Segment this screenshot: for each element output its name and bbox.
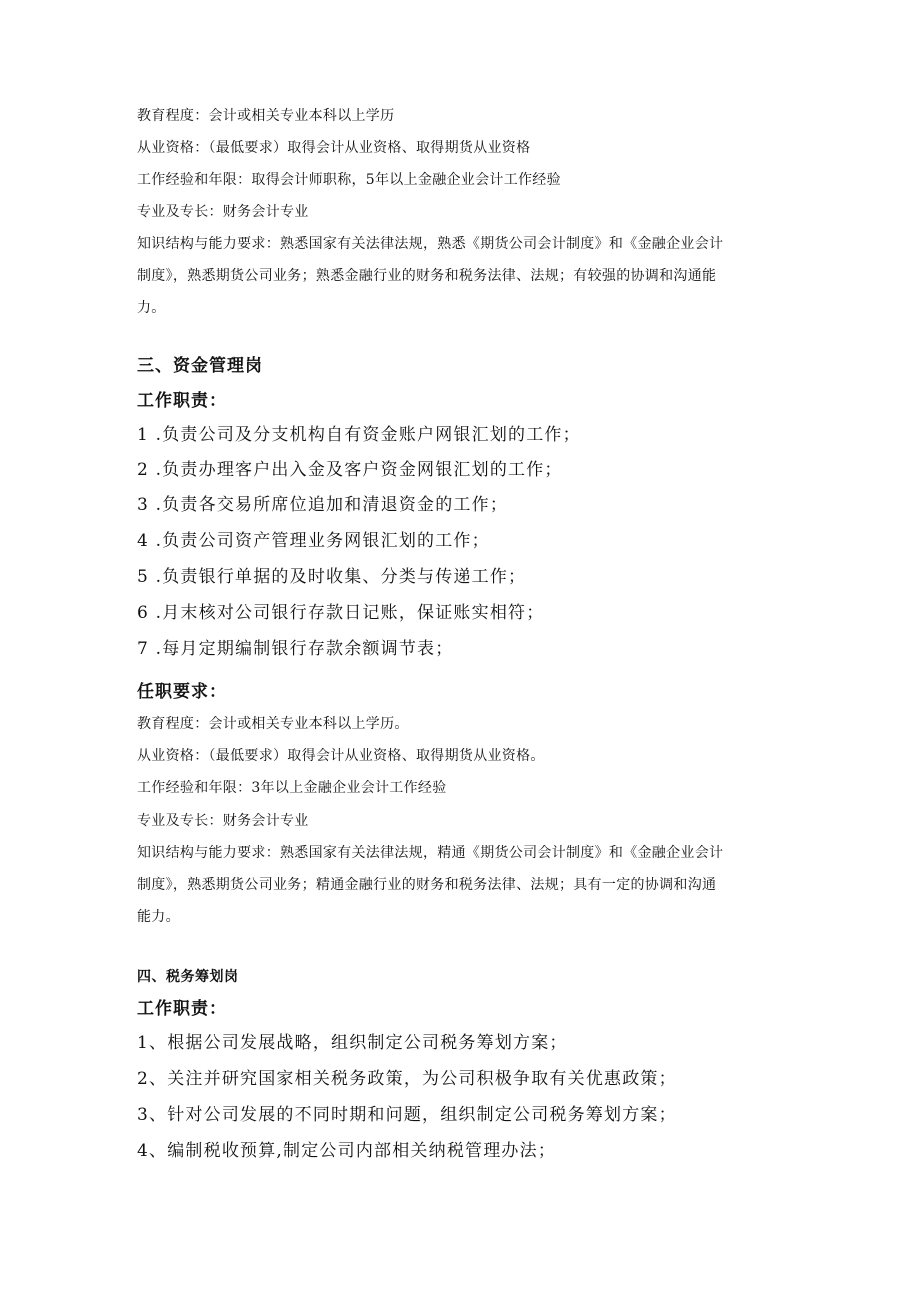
duty-item: 2 .负责办理客户出入金及客户资金网银汇划的工作； xyxy=(137,460,563,480)
duty-item: 4 .负责公司资产管理业务网银汇划的工作； xyxy=(137,531,490,551)
requirements-heading: 任职要求： xyxy=(137,682,227,702)
duty-item: 3、针对公司发展的不同时期和问题，组织制定公司税务筹划方案； xyxy=(137,1105,677,1125)
knowledge-requirement-line: 制度》，熟悉期货公司业务；熟悉金融行业的财务和税务法律、法规；有较强的协调和沟通能 xyxy=(137,268,717,284)
education-requirement: 教育程度：会计或相关专业本科以上学历 xyxy=(137,108,395,124)
specialty-requirement: 专业及专长：财务会计专业 xyxy=(137,204,309,220)
knowledge-requirement-line: 能力。 xyxy=(137,909,180,925)
duty-item: 5 .负责银行单据的及时收集、分类与传递工作； xyxy=(137,567,527,587)
duty-item: 3 .负责各交易所席位追加和清退资金的工作； xyxy=(137,495,509,515)
section-title: 三、资金管理岗 xyxy=(137,356,263,376)
qualification-requirement: 从业资格：（最低要求）取得会计从业资格、取得期货从业资格 xyxy=(137,140,531,156)
specialty-requirement: 专业及专长：财务会计专业 xyxy=(137,813,309,829)
duties-heading: 工作职责： xyxy=(137,999,227,1019)
knowledge-requirement-line: 力。 xyxy=(137,300,166,316)
duty-item: 1、根据公司发展战略，组织制定公司税务筹划方案； xyxy=(137,1033,568,1053)
knowledge-requirement-line: 知识结构与能力要求：熟悉国家有关法律法规，熟悉《期货公司会计制度》和《金融企业会计 xyxy=(137,236,724,252)
education-requirement: 教育程度：会计或相关专业本科以上学历。 xyxy=(137,716,409,732)
experience-requirement: 工作经验和年限：3年以上金融企业会计工作经验 xyxy=(137,780,447,796)
qualification-requirement: 从业资格：（最低要求）取得会计从业资格、取得期货从业资格。 xyxy=(137,748,545,764)
knowledge-requirement-line: 制度》，熟悉期货公司业务；精通金融行业的财务和税务法律、法规；具有一定的协调和沟通 xyxy=(137,877,717,893)
duty-item: 1 .负责公司及分支机构自有资金账户网银汇划的工作； xyxy=(137,425,581,445)
section-title: 四、税务筹划岗 xyxy=(137,969,239,985)
duty-item: 7 .每月定期编制银行存款余额调节表； xyxy=(137,639,454,659)
duties-heading: 工作职责： xyxy=(137,391,227,411)
experience-requirement: 工作经验和年限：取得会计师职称，5年以上金融企业会计工作经验 xyxy=(137,172,561,188)
duty-item: 2、关注并研究国家相关税务政策，为公司积极争取有关优惠政策； xyxy=(137,1069,677,1089)
duty-item: 6 .月末核对公司银行存款日记账，保证账实相符； xyxy=(137,603,545,623)
knowledge-requirement-line: 知识结构与能力要求：熟悉国家有关法律法规，精通《期货公司会计制度》和《金融企业会计 xyxy=(137,845,724,861)
duty-item: 4、编制税收预算,制定公司内部相关纳税管理办法； xyxy=(137,1141,557,1161)
